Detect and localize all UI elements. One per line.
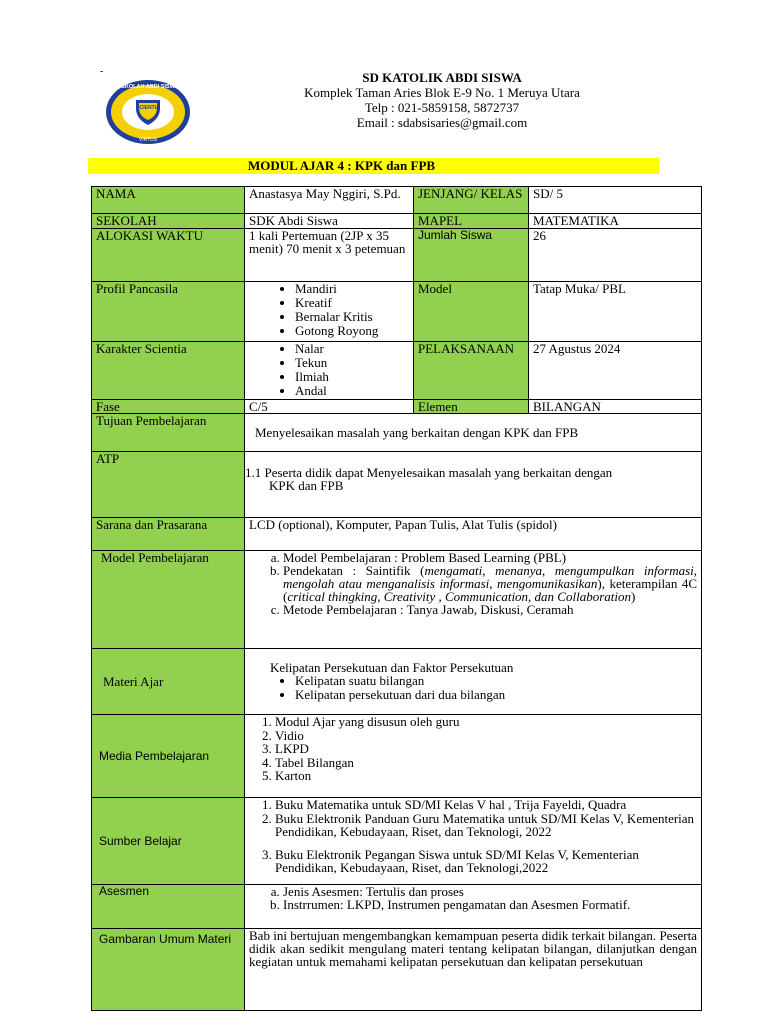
model-pembelajaran-value [245,551,702,649]
sumber-list [249,798,697,875]
model-b-mid: ), keterampilan 4C ( [283,576,697,604]
row-atp [92,452,702,518]
asesmen-label: Asesmen [92,885,245,929]
materi-value [245,649,702,715]
list-item: • Mandiri [295,282,409,296]
materi-list [249,674,697,702]
list-item: 4. Tabel Bilangan [275,756,697,770]
list-item: • Kelipatan persekutuan dari dua bilangan [295,688,697,702]
pelaksanaan-label: PELAKSANAAN [414,342,529,400]
model-list [249,551,697,616]
pelaksanaan-value: 27 Agustus 2024 [529,342,702,400]
list-item: a. Model Pembelajaran : Problem Based Learning (PBL) [283,551,697,564]
jumlah-label: Jumlah Siswa [414,229,529,282]
jenjang-value: SD/ 5 [529,187,702,214]
school-header [200,70,684,130]
list-item: 1. Buku Matematika untuk SD/MI Kelas V hal , Trija Fayeldi, Quadra [275,798,697,812]
materi-title: Kelipatan Persekutuan dan Faktor Persekutuan [270,660,514,675]
model-b-pre: Pendekatan : Saintifik ( [283,563,425,578]
row-asesmen [92,885,702,929]
karakter-list [249,342,409,398]
sekolah-value: SDK Abdi Siswa [245,214,414,229]
atp-label: ATP [92,452,245,518]
row-alokasi [92,229,702,282]
list-item: • Kelipatan suatu bilangan [295,674,697,688]
list-item: 5. Karton [275,769,697,783]
list-item [283,564,697,603]
row-gambaran [92,929,702,1011]
list-item: • Bernalar Kritis [295,310,409,324]
mapel-value: MATEMATIKA [529,214,702,229]
header-dash: - [100,66,104,77]
row-nama [92,187,702,214]
profil-list [249,282,409,338]
row-media [92,715,702,798]
jenjang-label: JENJANG/ KELAS [414,187,529,214]
row-model-pembelajaran [92,551,702,649]
fase-label: Fase [92,400,245,414]
alokasi-line-2: menit) 70 menit x 3 petemuan [249,241,406,256]
school-name: SD KATOLIK ABDI SISWA [362,70,522,85]
list-item: • Nalar [295,342,409,356]
school-address: Komplek Taman Aries Blok E-9 No. 1 Meruya Utara [304,85,580,100]
logo-top-text: SEKOLAH ABDI SISWA [117,84,179,90]
materi-label: Materi Ajar [92,649,245,715]
alokasi-value [245,229,414,282]
tujuan-value: Menyelesaikan masalah yang berkaitan dengan KPK dan FPB [245,414,702,452]
alokasi-label: ALOKASI WAKTU [92,229,245,282]
school-phone: Telp : 021-5859158, 5872737 [364,100,520,115]
row-sekolah [92,214,702,229]
list-item: b. Instrrumen: LKPD, Instrumen pengamatan dan Asesmen Formatif. [283,898,697,911]
row-materi [92,649,702,715]
school-email: Email : sdabsisaries@gmail.com [356,115,528,130]
model-short-label: Model [414,282,529,342]
profil-label: Profil Pancasila [92,282,245,342]
nama-value: Anastasya May Nggiri, S.Pd. [245,187,414,214]
school-logo [104,78,192,146]
elemen-label: Elemen [414,400,529,414]
tujuan-label: Tujuan Pembelajaran [92,414,245,452]
atp-line-1: 1.1 Peserta didik dapat Menyelesaikan masalah yang berkaitan dengan [245,465,613,480]
sumber-value [245,798,702,885]
list-item: 3. LKPD [275,742,697,756]
karakter-value [245,342,414,400]
atp-value [245,452,702,518]
media-value [245,715,702,798]
media-label: Media Pembelajaran [92,715,245,798]
alokasi-line-1: 1 kali Pertemuan (2JP x 35 [249,228,389,243]
row-sarana [92,518,702,551]
model-b-post: ) [630,589,636,604]
row-sumber [92,798,702,885]
jumlah-value: 26 [529,229,702,282]
list-item: • Gotong Royong [295,324,409,338]
row-profil [92,282,702,342]
list-item [275,848,697,875]
sumber-label: Sumber Belajar [92,798,245,885]
karakter-label: Karakter Scientia [92,342,245,400]
model-short-value: Tatap Muka/ PBL [529,282,702,342]
list-item: c. Metode Pembelajaran : Tanya Jawab, Diskusi, Ceramah [283,603,697,616]
list-item: • Ilmiah [295,370,409,384]
atp-line-2: KPK dan FPB [269,478,344,493]
list-item: 2. Buku Elektronik Panduan Guru Matematika untuk SD/MI Kelas V, Kementerian Pendidikan, Kebudayaan, Riset, dan Teknologi, 2022 [275,812,697,839]
module-table [91,186,702,1011]
profil-value [245,282,414,342]
sumber-3-line-1: 3. Buku Elektronik Pegangan Siswa untuk SD/MI Kelas V, Kementerian [275,846,639,862]
list-item: • Kreatif [295,296,409,310]
module-title-banner [88,158,659,174]
mapel-label: MAPEL [414,214,529,229]
sarana-label: Sarana dan Prasarana [92,518,245,551]
gambaran-value: Bab ini bertujuan mengembangkan kemampuan peserta didik terkait bilangan. Peserta didik akan sedikit mengulang materi tentang kelipatan bilangan, dilanjutkan dengan kegiatan untuk memahami kelipatan persekutuan dan kelipatan persekutuan [245,929,702,1011]
row-karakter [92,342,702,400]
logo-center-text: SCIENTIA [136,105,160,111]
nama-label: NAMA [92,187,245,214]
asesmen-list [249,885,697,911]
asesmen-value [245,885,702,929]
row-tujuan [92,414,702,452]
list-item: • Andal [295,384,409,398]
list-item: 2. Vidio [275,729,697,743]
sumber-3-line-2: Pendidikan, Kebudayaan, Riset, dan Teknologi,2022 [275,860,549,875]
sekolah-label: SEKOLAH [92,214,245,229]
media-list [249,715,697,783]
gambaran-label: Gambaran Umum Materi [92,929,245,1011]
list-item: a. Jenis Asesmen: Tertulis dan proses [283,885,697,898]
module-title: MODUL AJAR 4 : KPK dan FPB [248,158,436,173]
logo-bottom-text: VIRTUS [138,137,158,143]
elemen-value: BILANGAN [529,400,702,414]
row-fase [92,400,702,414]
model-b-italic-2: critical thingking, Creativity , Communication, dan Collaboration [287,589,631,604]
model-pembelajaran-label: Model Pembelajaran [92,551,245,649]
sarana-value: LCD (optional), Komputer, Papan Tulis, Alat Tulis (spidol) [245,518,702,551]
list-item: • Tekun [295,356,409,370]
fase-value: C/5 [245,400,414,414]
model-b-italic-1: mengamati, menanya, mengumpulkan informasi, mengolah atau menganalisis informasi, mengomunikasikan [283,563,698,591]
list-item: 1. Modul Ajar yang disusun oleh guru [275,715,697,729]
